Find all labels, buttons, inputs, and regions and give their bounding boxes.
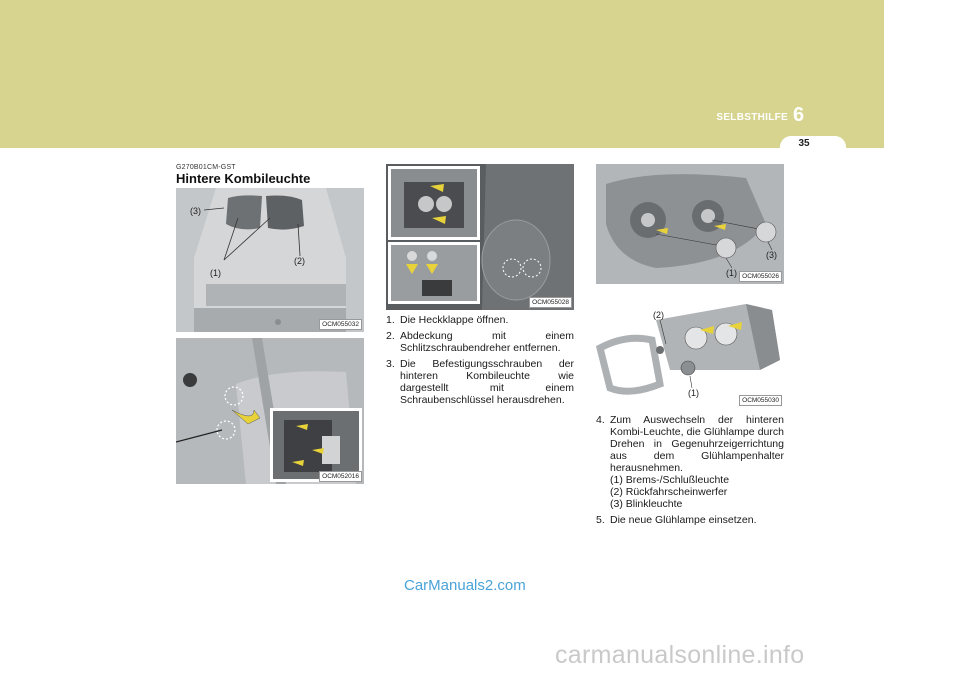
section-title: Hintere Kombileuchte [176,171,311,186]
cover-removal-illustration [176,338,364,484]
lamp-housing-illustration [596,164,784,284]
callout-1: (1) [210,268,221,278]
page-number: 35 [798,138,810,149]
step-number: 5. [596,514,605,526]
instruction-step [386,330,574,354]
figure-code: OCM055030 [739,395,782,406]
figure-code: OCM055032 [319,319,362,330]
step-text: Die Befestigungsschrauben der hinteren Kombileuchte wie dargestellt mit einem Schraubenschlüssel herausdrehen. [400,358,574,406]
figure-code: OCM052016 [319,471,362,482]
callout-1: (1) [688,388,699,398]
step-number: 3. [386,358,395,370]
step-number: 1. [386,314,395,326]
watermark-site: carmanualsonline.info [555,641,805,669]
watermark-link[interactable]: CarManuals2.com [404,577,526,594]
step-text: Die Heckklappe öffnen. [400,314,509,326]
figure-cover-removal [176,338,364,484]
rear-vehicle-illustration [176,188,364,332]
instruction-list-right [596,414,784,530]
bulb-list [610,474,784,510]
callout-3: (3) [766,250,777,260]
step-number: 2. [386,330,395,342]
step-text: Die neue Glühlampe einsetzen. [610,514,757,526]
instruction-step [596,414,784,510]
figure-rear-lamp-exterior [176,188,364,332]
figure-code: OCM055026 [739,271,782,282]
callout-2: (2) [294,256,305,266]
figure-bulb-holder [596,290,784,408]
bulb-item: (3) Blinkleuchte [610,498,683,510]
callout-2: (2) [653,310,664,320]
instruction-list-left [386,314,574,410]
section-code: G270B01CM-GST [176,164,236,171]
step-number: 4. [596,414,605,426]
bulb-item: (2) Rückfahrscheinwerfer [610,486,728,498]
screw-removal-illustration [386,164,574,310]
callout-3: (3) [190,206,201,216]
chapter-number: 6 [793,104,805,126]
step-text: Zum Auswechseln der hinteren Kombi-Leuchte, die Glühlampe durch Drehen in Gegenuhrzeigerrichtung aus dem Glühlampenhalter herausnehmen. [610,414,784,474]
step-text: Abdeckung mit einem Schlitzschraubendreher entfernen. [400,330,574,354]
bulb-item: (1) Brems-/Schlußleuchte [610,474,730,486]
callout-1: (1) [726,268,737,278]
instruction-step [386,358,574,406]
chapter-label: SELBSTHILFE [716,112,788,123]
header-band [0,0,884,148]
figure-screw-removal [386,164,574,310]
instruction-step [596,514,784,526]
figure-code: OCM055028 [529,297,572,308]
instruction-step [386,314,574,326]
figure-lamp-housing [596,164,784,284]
